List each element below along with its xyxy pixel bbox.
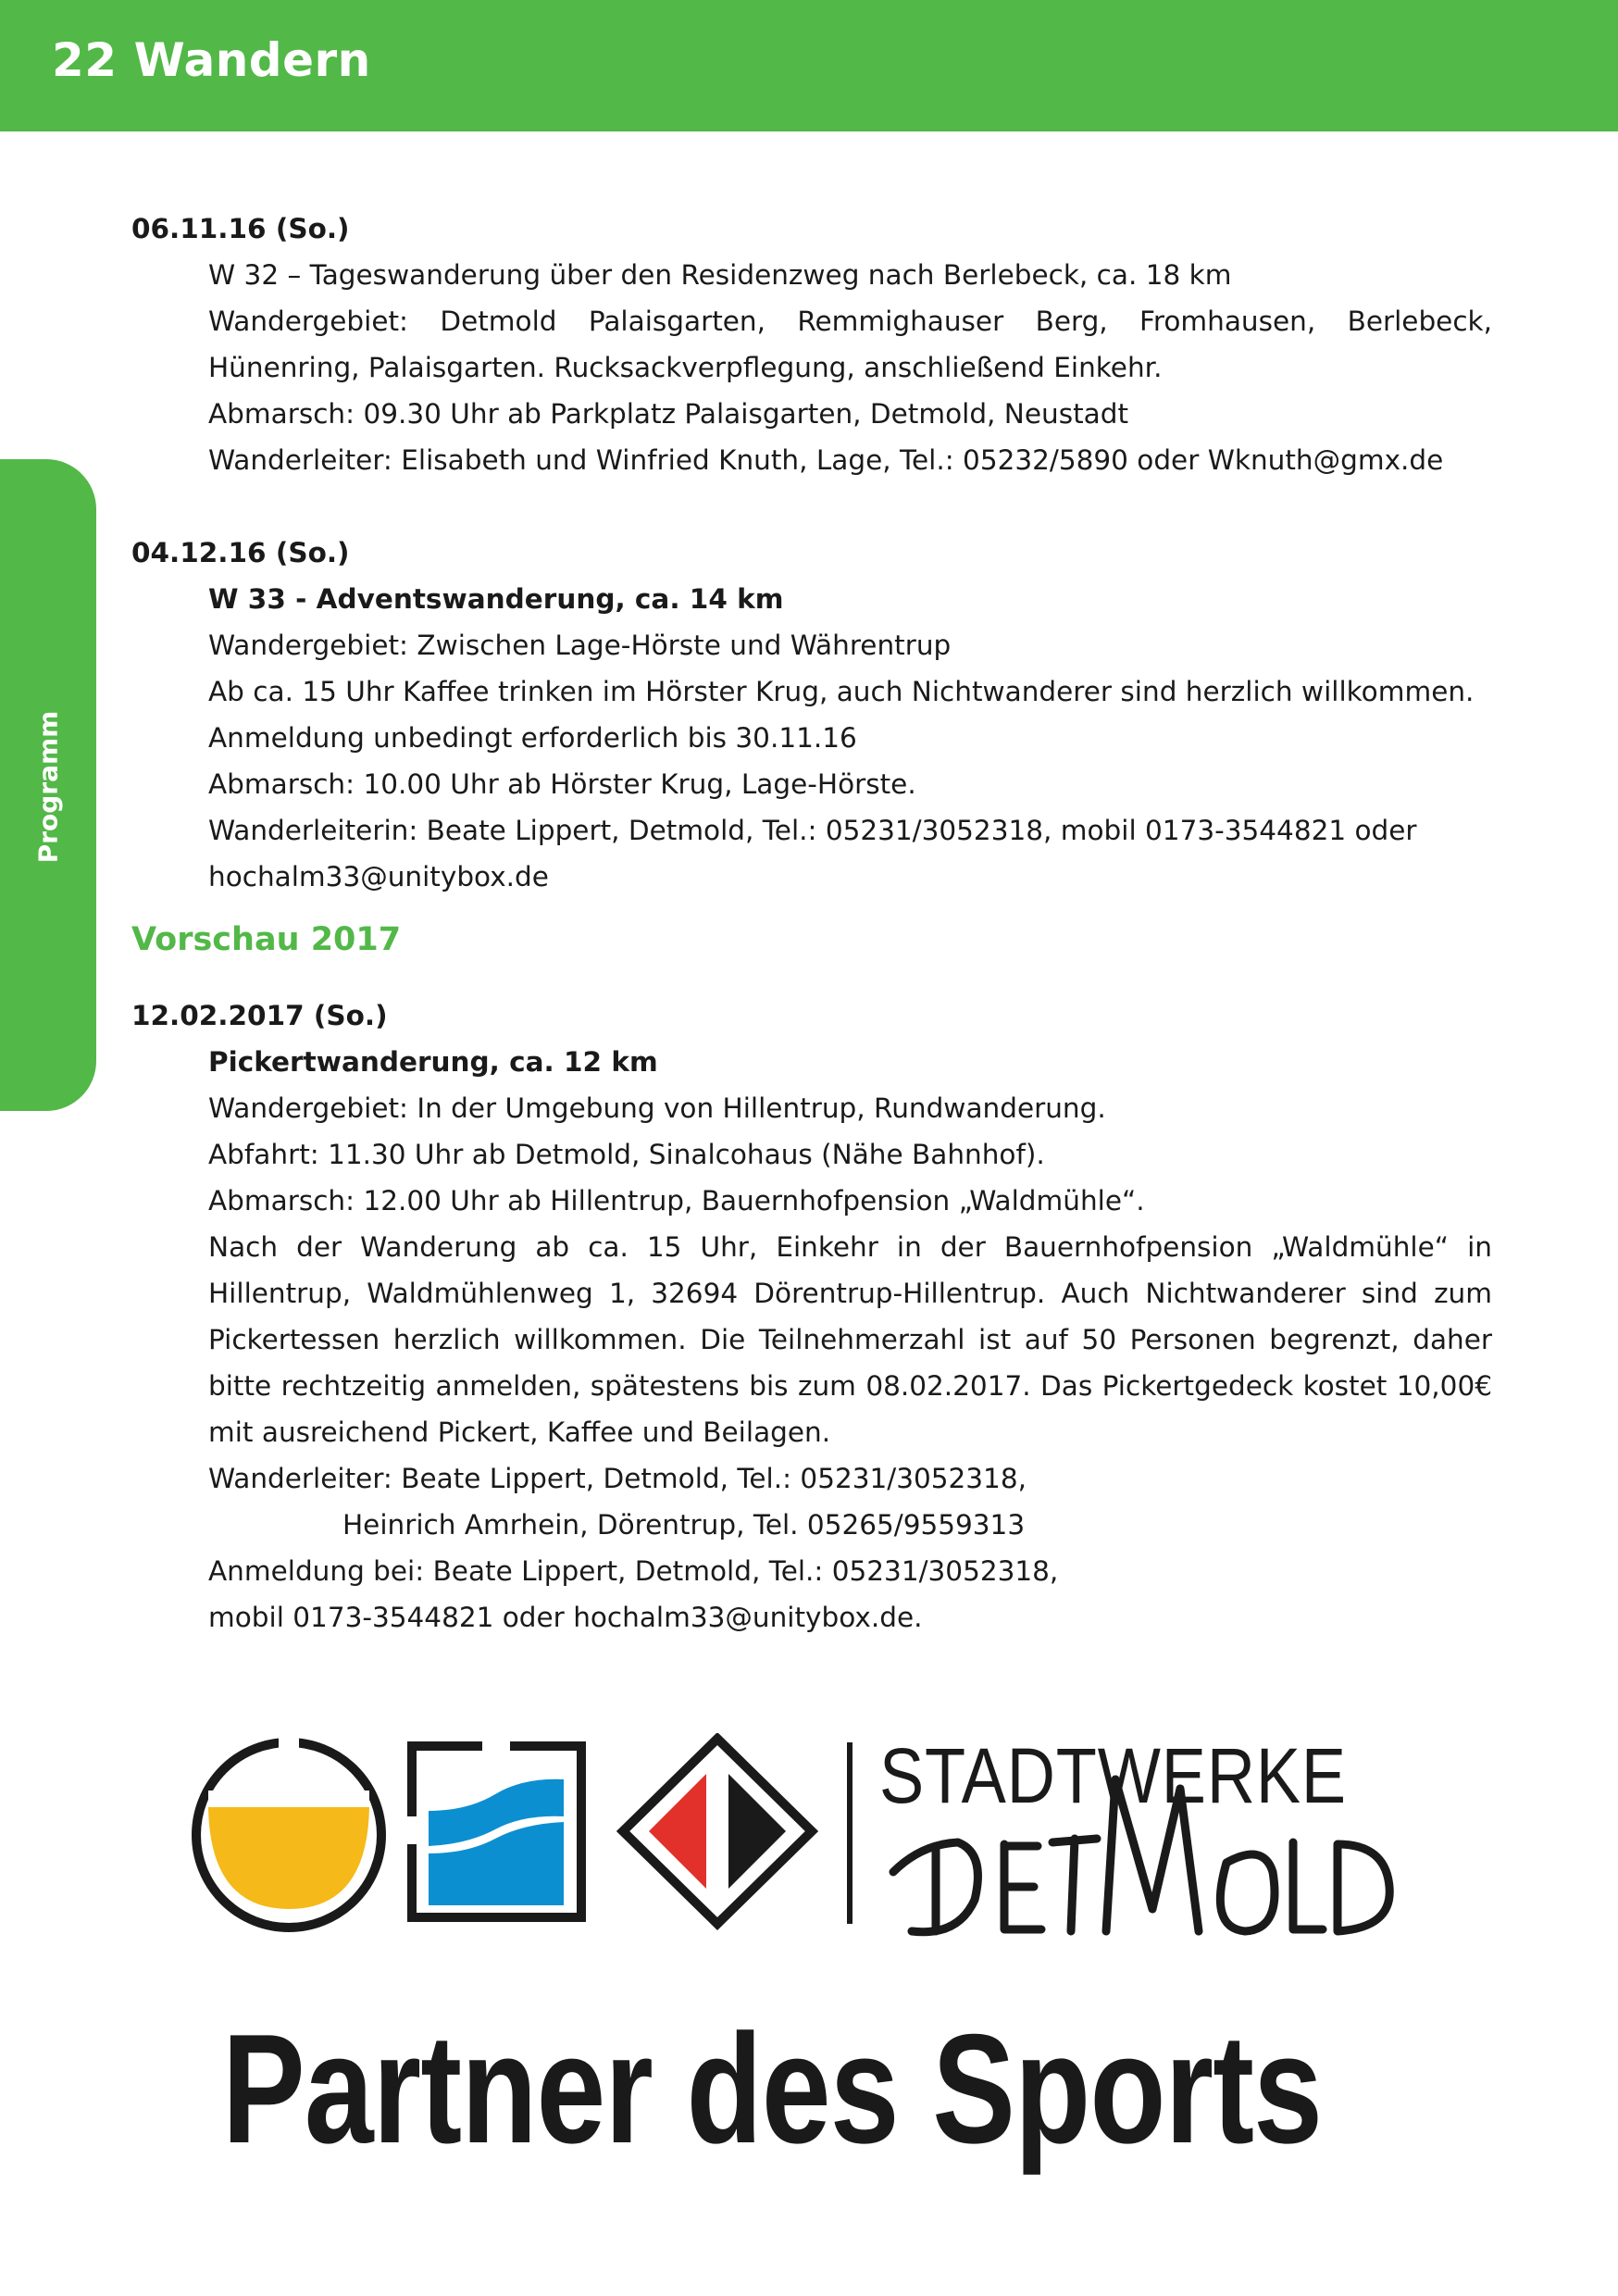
event-block (131, 206, 1492, 483)
event-leader-email[interactable]: hochalm33@unitybox.de (208, 861, 549, 892)
side-tab-label: Programm (32, 710, 64, 864)
event-date: 12.02.2017 (So.) (131, 1000, 388, 1031)
event-area: Wandergebiet: In der Umgebung von Hillentrup, Rundwanderung. (208, 1092, 1106, 1124)
logo-divider (847, 1742, 853, 1924)
water-square-logo-icon (401, 1741, 581, 1917)
page-content (131, 206, 1492, 1641)
page-header (0, 0, 1618, 131)
spacer (131, 483, 1492, 530)
diamond-logo-icon (623, 1739, 812, 1924)
event-title: W 33 - Adventswanderung, ca. 14 km (208, 583, 784, 615)
section-title: Wandern (133, 33, 371, 87)
event-area: Wandergebiet: Zwischen Lage-Hörste und Währentrup (208, 630, 952, 661)
event-date: 04.12.16 (So.) (131, 537, 350, 568)
event-departure: Abmarsch: 12.00 Uhr ab Hillentrup, Bauernhofpension „Waldmühle“. (208, 1185, 1145, 1217)
event-details (131, 1039, 1492, 1641)
event-bus: Abfahrt: 11.30 Uhr ab Detmold, Sinalcohaus (Nähe Bahnhof). (208, 1139, 1045, 1170)
brand-name: STADTWERKE (879, 1732, 1347, 1819)
event-leader: Wanderleiter: Elisabeth und Winfried Knuth, Lage, Tel.: 05232/5890 oder Wknuth@gmx.de (208, 444, 1444, 476)
event-details (131, 576, 1492, 900)
event-title: Pickertwanderung, ca. 12 km (208, 1046, 658, 1078)
circle-logo-icon (196, 1733, 381, 1928)
page-number: 22 (52, 33, 118, 87)
preview-heading: Vorschau 2017 (131, 921, 402, 958)
event-date: 06.11.16 (So.) (131, 213, 350, 244)
event-area: Wandergebiet: Detmold Palaisgarten, Remmighauser Berg, Fromhausen, Berlebeck, Hünenring, Palaisgarten. Rucksackverpflegung, anschließend Einkehr. (208, 306, 1492, 383)
event-coffee: Ab ca. 15 Uhr Kaffee trinken im Hörster Krug, auch Nichtwanderer sind herzlich willkommen. (208, 676, 1475, 707)
event-departure: Abmarsch: 10.00 Uhr ab Hörster Krug, Lage-Hörste. (208, 768, 916, 800)
event-description: Nach der Wanderung ab ca. 15 Uhr, Einkehr in der Bauernhofpension „Waldmühle“ in Hillentrup, Waldmühlenweg 1, 32694 Dörentrup-Hillentrup. Auch Nichtwanderer sind zum Pickertessen herzlich willkommen. Die Teilnehmerzahl ist auf 50 Personen begrenzt, daher bitte rechtzeitig anmelden, spätestens bis zum 08.02.2017. Das Pickertgedeck kostet 10,00€ mit ausreichend Pickert, Kaffee und Beilagen. (208, 1231, 1492, 1448)
event-block (131, 530, 1492, 900)
event-block (131, 992, 1492, 1641)
event-registration: Anmeldung bei: Beate Lippert, Detmold, Tel.: 05231/3052318, (208, 1555, 1059, 1587)
event-registration-contact: mobil 0173-3544821 oder hochalm33@unitybox.de. (208, 1602, 923, 1633)
header-title (52, 33, 371, 87)
event-title: W 32 – Tageswanderung über den Residenzweg nach Berlebeck, ca. 18 km (208, 259, 1232, 291)
event-leader-second: Heinrich Amrhein, Dörentrup, Tel. 05265/9559313 (342, 1509, 1026, 1541)
event-leader: Wanderleiterin: Beate Lippert, Detmold, Tel.: 05231/3052318, mobil 0173-3544821 oder (208, 815, 1417, 846)
event-registration: Anmeldung unbedingt erforderlich bis 30.11.16 (208, 722, 857, 754)
event-departure: Abmarsch: 09.30 Uhr ab Parkplatz Palaisgarten, Detmold, Neustadt (208, 398, 1129, 430)
event-details (131, 252, 1492, 483)
event-leader: Wanderleiter: Beate Lippert, Detmold, Tel.: 05231/3052318, (208, 1463, 1027, 1494)
slogan: Partner des Sports (222, 2002, 1323, 2176)
